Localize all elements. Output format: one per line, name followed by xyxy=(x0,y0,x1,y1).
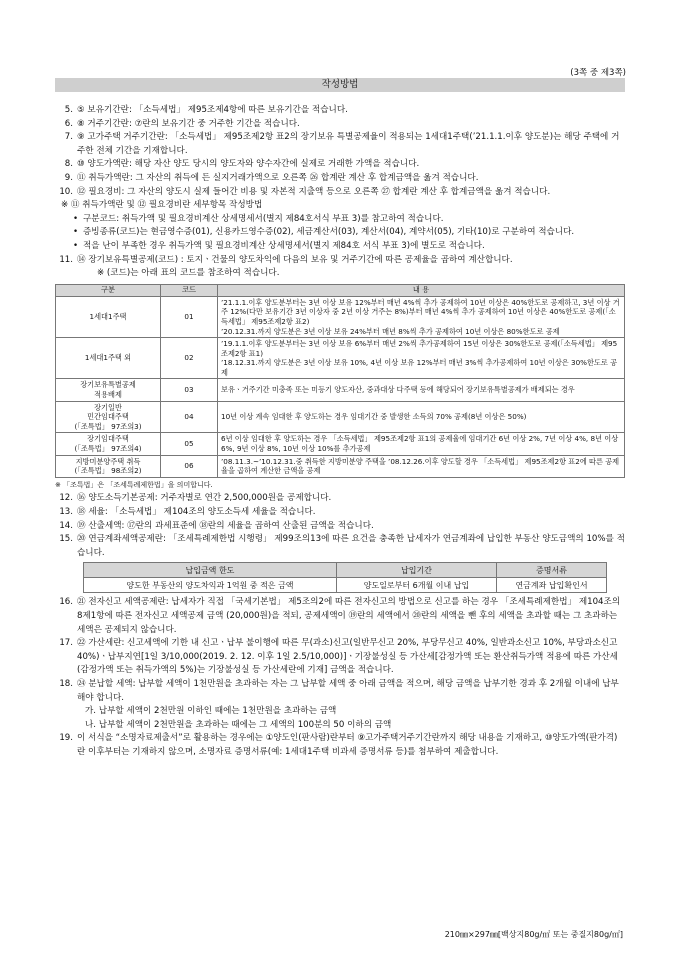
code-value-cell: 01 xyxy=(161,296,218,337)
item-number: 17. xyxy=(59,638,73,649)
item-number: 13. xyxy=(59,507,73,517)
table-footnote: ※ 「조특법」은 「조세특례제한법」을 의미합니다. xyxy=(55,480,213,489)
instruction-item xyxy=(55,158,625,172)
item-number: 12. xyxy=(59,493,73,504)
col-header-kind: 구분 xyxy=(56,284,161,296)
code-content-cell: ’08.11.3.~’10.12.31.중 취득한 지방미분양 주택을 ’08.12.26.이후 양도할 경우 「소득세법」 제95조제2항 표2에 따른 공제율을 곱하여 계산한 금액을 공제 xyxy=(218,455,625,477)
item-number: 8. xyxy=(64,159,73,170)
bullet-list xyxy=(55,213,625,254)
limit-cell-amount: 양도한 부동산의 양도차익과 1억원 중 적은 금액 xyxy=(84,578,337,593)
limit-header-period: 납입기간 xyxy=(336,563,496,578)
code-content-cell: ’21.1.1.이후 양도분부터는 3년 이상 보유 12%부터 매년 4%씩 추가 공제하여 10년 이상은 40%한도로 공제하고, 3년 이상 거주 12%(다만 보유기간 3년 이상자 중 2년 이상 거주는 8%)부터 매년 4%씩 추가 공제하여 10년 이상은 40%한도로 공제(「소득세법」 제95조제2항 표2) ’20.12.31.까지 양도분은 3년 이상 보유 24%부터 매년 8%씩 추가 공제하여 10년 이상은 80%한도로 공제 xyxy=(218,296,625,337)
item-text: ⑤ 보유기간란: 「소득세법」 제95조제4항에 따른 보유기간을 적습니다. xyxy=(77,105,348,115)
code-value-cell: 02 xyxy=(161,338,218,379)
item-text: 이 서식을 “소명자료제출서”로 활용하는 경우에는 ①양도인(판사람)란부터 ⑨고가주택거주기간란까지 해당 내용을 기재하고, ⑩양도가액(판가격)란 이후부터는 기재하지 않으며, 소명자료 증명서류(예: 1세대1주택 비과세 증명서류 등)를 첨부하여 제출합니다. xyxy=(77,733,618,757)
item-number: 9. xyxy=(64,172,73,183)
code-kind-cell: 장기보유특별공제 적용배제 xyxy=(56,379,161,401)
instruction-item xyxy=(55,104,625,118)
bullet-item xyxy=(55,213,625,227)
instruction-item xyxy=(55,596,625,637)
sub-item: 가. 납부할 세액이 2천만원 이하인 때에는 1천만원을 초과하는 금액 xyxy=(85,706,337,717)
table-row xyxy=(56,296,625,337)
code-content-cell: ’19.1.1.이후 양도분부터는 3년 이상 보유 6%부터 매년 2%씩 추가공제하여 15년 이상은 30%한도로 공제(「소득세법」 제95조제2항 표1) ’18.12.31.까지 양도분은 3년 이상 보유 10%, 4년 이상 보유 12%부터 매년 3%씩 추가공제하여 10년 이상은 30%한도로 공제 xyxy=(218,338,625,379)
code-content-cell: 보유ㆍ거주기간 미충족 또는 미등기 양도자산, 중과대상 다주택 등에 해당되어 장기보유특별공제가 배제되는 경우 xyxy=(218,379,625,401)
limit-cell-period: 양도일로부터 6개월 이내 납입 xyxy=(336,578,496,593)
instruction-item xyxy=(55,172,625,186)
sub-item: 나. 납부할 세액이 2천만원을 초과하는 때에는 그 세액의 100분의 50 이하의 금액 xyxy=(85,719,392,730)
item-text: ⑧ 거주기간란: ⑦란의 보유기간 중 거주한 기간을 적습니다. xyxy=(77,118,300,129)
item-number: 16. xyxy=(59,597,73,608)
item-number: 5. xyxy=(64,105,73,115)
code-value-cell: 06 xyxy=(161,455,218,477)
bullet-text: 구분코드: 취득가액 및 필요경비계산 상세명세서(별지 제84호서식 부표 3)를 참고하여 적습니다. xyxy=(83,213,444,224)
bullet-item xyxy=(55,226,625,240)
note-heading: ※ ⑪ 취득가액란 및 ⑫ 필요경비란 세부항목 작성방법 xyxy=(61,200,263,211)
instruction-item-19 xyxy=(55,732,625,759)
col-header-content: 내 용 xyxy=(218,284,625,296)
item-number: 18. xyxy=(59,678,73,689)
item-text: ⑫ 필요경비: 그 자산의 양도시 실제 들어간 비용 및 자본적 지출액 등으로 오른쪽 ㉗ 합계란 계산 후 합계금액을 옮겨 적습니다. xyxy=(77,186,551,197)
paper-spec-footer: 210㎜×297㎜[백상지80g/㎡ 또는 중질지80g/㎡] xyxy=(444,930,623,939)
instruction-item xyxy=(55,520,625,534)
limit-cell-docs: 연금계좌 납입확인서 xyxy=(497,578,607,593)
table-row xyxy=(56,379,625,401)
section-title: 작성방법 xyxy=(55,78,625,92)
col-header-code: 코드 xyxy=(161,284,218,296)
item-text: ⑱ 세율: 「소득세법」 제104조의 양도소득세 세율을 적습니다. xyxy=(77,507,316,517)
code-kind-cell: 1세대1주택 xyxy=(56,296,161,337)
code-kind-cell: 지방미분양주택 취득 (「조특법」 98조의2) xyxy=(56,455,161,477)
bullet-text: 적을 난이 부족한 경우 취득가액 및 필요경비계산 상세명세서(별지 제84호 서식 부표 3)에 별도로 적습니다. xyxy=(83,240,485,251)
item11-note: ※ (코드)는 아래 표의 코드를 참조하여 적습니다. xyxy=(97,268,280,279)
code-value-cell: 03 xyxy=(161,379,218,401)
bullet-text: 증빙종류(코드)는 현금영수증(01), 신용카드영수증(02), 세금계산서(03), 계산서(04), 계약서(05), 기타(10)로 구분하여 적습니다. xyxy=(83,227,575,238)
deduction-code-table xyxy=(55,284,625,478)
table-row xyxy=(56,433,625,455)
item-number: 6. xyxy=(64,118,73,129)
item-text: ㉒ 가산세란: 신고세액에 기한 내 신고ㆍ납부 불이행에 따른 무(과소)신고(일반무신고 20%, 부당무신고 40%, 일반과소신고 10%, 부당과소신고 40%)ㆍ납부지연[1일 3/10,000(2019. 2. 12. 이후 1일 2.5/10,000)]ㆍ기장불성실 등 가산세[감정가액 또는 환산취득가액 적용에 따른 가산세(감정가액 또는 취득가액의 5%)는 기장불성실 등 가산세란에 기재] 금액을 적습니다. xyxy=(77,638,618,676)
bullet-dot-icon: • xyxy=(73,213,79,224)
item-text: ⑲ 산출세액: ⑰란의 과세표준에 ⑱란의 세율을 곱하여 산출된 금액을 적습니다. xyxy=(77,520,374,531)
item-text: ⑭ 장기보유특별공제(코드) : 토지ㆍ건물의 양도차익에 다음의 보유 및 거주기간에 따른 공제율을 곱하여 계산합니다. xyxy=(77,254,513,265)
code-content-cell: 10년 이상 계속 임대한 후 양도하는 경우 임대기간 중 발생한 소득의 70% 공제(8년 이상은 50%) xyxy=(218,401,625,433)
item-number: 11. xyxy=(59,254,73,265)
instruction-item xyxy=(55,492,625,506)
item-number: 7. xyxy=(64,132,73,143)
instruction-item-11 xyxy=(55,254,625,268)
code-value-cell: 05 xyxy=(161,433,218,455)
code-content-cell: 6년 이상 임대한 후 양도하는 경우 「소득세법」 제95조제2항 표1의 공제율에 임대기간 6년 이상 2%, 7년 이상 4%, 8년 이상 6%, 9년 이상 8%, 10년 이상 10%를 추가공제 xyxy=(218,433,625,455)
item-text: ㉑ 전자신고 세액공제란: 납세자가 직접 「국세기본법」 제5조의2에 따른 전자신고의 방법으로 신고를 하는 경우 「조세특례제한법」 제104조의8제1항에 따른 전자신고 세액공제 금액 (20,000원)을 적되, 공제세액이 ⑲란의 세액에서 ⑳란의 세액을 뺀 후의 세액을 초과할 때는 그 초과하는 세액은 공제되지 않습니다. xyxy=(77,597,621,635)
instruction-item xyxy=(55,678,625,705)
code-kind-cell: 1세대1주택 외 xyxy=(56,338,161,379)
code-kind-cell: 장기임대주택 (「조특법」 97조의4) xyxy=(56,433,161,455)
instruction-item xyxy=(55,186,625,200)
table-row xyxy=(56,401,625,433)
bullet-dot-icon: • xyxy=(73,227,79,238)
pension-limit-table xyxy=(83,562,607,593)
bullet-item xyxy=(55,240,625,254)
bullet-dot-icon: • xyxy=(73,240,79,251)
limit-header-amount: 납입금액 한도 xyxy=(84,563,337,578)
instruction-list-c xyxy=(55,596,625,705)
item-text: ⑪ 취득가액란: 그 자산의 취득에 든 실지거래가액으로 오른쪽 ㉖ 합계란 계산 후 합계금액을 옮겨 적습니다. xyxy=(77,172,479,183)
item-text: ⑳ 연금계좌세액공제란: 「조세특례제한법 시행령」 제99조의13에 따른 요건을 충족한 납세자가 연금계좌에 납입한 부동산 양도금액의 10%를 적습니다. xyxy=(77,534,625,558)
table-row xyxy=(56,455,625,477)
item-text: ⑨ 고가주택 거주기간란: 「소득세법」 제95조제2항 표2의 장기보유 특별공제율이 적용되는 1세대1주택(’21.1.1.이후 양도분)는 해당 주택에 거주한 전체 기간을 기재합니다. xyxy=(77,132,620,156)
item-number: 10. xyxy=(59,186,73,197)
instruction-item xyxy=(55,533,625,560)
instruction-item xyxy=(55,131,625,158)
item18-subitems xyxy=(55,705,625,732)
code-value-cell: 04 xyxy=(161,401,218,433)
limit-header-docs: 증명서류 xyxy=(497,563,607,578)
instruction-item xyxy=(55,118,625,132)
item-text: ㉔ 분납할 세액: 납부할 세액이 1천만원을 초과하는 자는 그 납부할 세액 중 아래 금액을 적으며, 해당 금액을 납부기한 경과 후 2개월 이내에 납부해야 합니다. xyxy=(77,678,619,703)
instruction-list-a xyxy=(55,104,625,199)
instruction-list-b xyxy=(55,492,625,560)
instruction-item xyxy=(55,637,625,678)
instruction-item xyxy=(55,506,625,520)
code-kind-cell: 장기일반 민간임대주택 (「조특법」 97조의3) xyxy=(56,401,161,433)
item-text: ⑩ 양도가액란: 해당 자산 양도 당시의 양도자와 양수자간에 실제로 거래한 가액을 적습니다. xyxy=(77,159,420,170)
item-number: 15. xyxy=(59,534,73,545)
instructions-body xyxy=(55,104,625,760)
item-number: 14. xyxy=(59,520,73,531)
item-text: ⑯ 양도소득기본공제: 거주자별로 연간 2,500,000원을 공제합니다. xyxy=(77,493,332,504)
page-number: (3쪽 중 제3쪽) xyxy=(570,68,626,78)
item-number: 19. xyxy=(59,733,73,744)
table-row xyxy=(56,338,625,379)
